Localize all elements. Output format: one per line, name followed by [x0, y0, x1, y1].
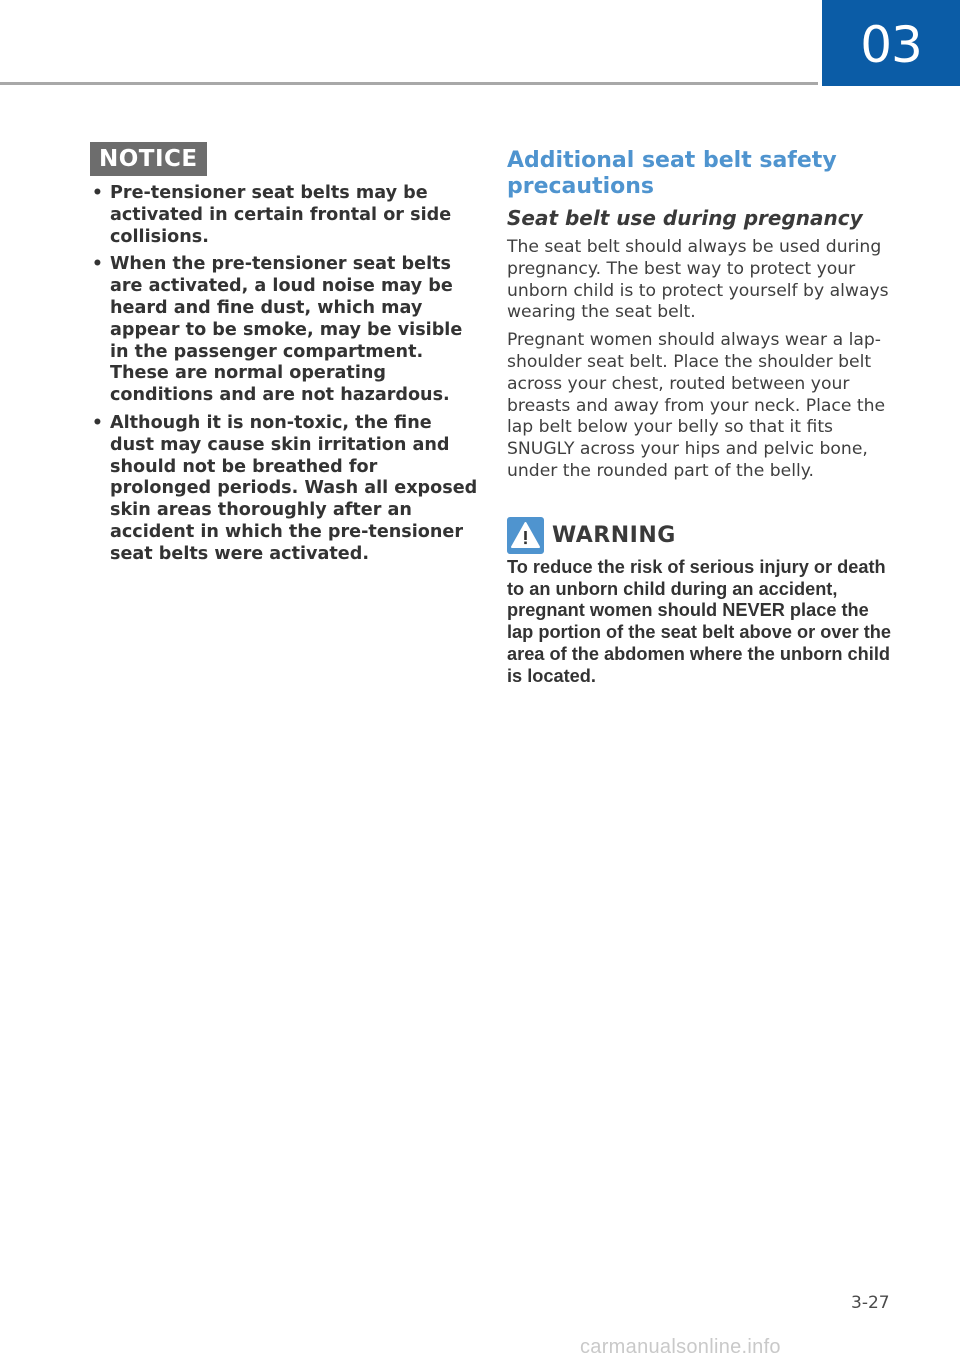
warning-label: WARNING	[552, 523, 676, 549]
notice-item-text: When the pre-tensioner seat belts are activated, a loud noise may be heard and fine dust, which may appear to be smoke, may be visible in the passenger compartment. These are normal operating conditions and are not hazardous.	[110, 254, 463, 406]
page-number: 3-27	[851, 1293, 890, 1313]
bullet-icon: •	[92, 183, 103, 203]
chapter-tab: 03	[822, 0, 960, 86]
notice-list	[90, 183, 480, 566]
list-item	[90, 254, 480, 407]
warning-header	[507, 518, 897, 554]
list-item	[90, 183, 480, 248]
header-rule	[0, 82, 818, 85]
list-item	[90, 413, 480, 566]
notice-badge: NOTICE	[90, 142, 207, 176]
subsection-title: Seat belt use during pregnancy	[507, 206, 863, 230]
bullet-icon: •	[92, 254, 103, 275]
warning-text: To reduce the risk of serious injury or death to an unborn child during an accident, pregnant women should NEVER place the lap portion of the seat belt above or over the area of the abdomen where the unborn child is located.	[507, 556, 892, 686]
bullet-icon: •	[92, 412, 103, 433]
notice-block	[90, 142, 480, 572]
watermark: carmanualsonline.info	[580, 1336, 781, 1358]
paragraph: The seat belt should always be used during pregnancy. The best way to protect your unborn child is to protect yourself by always wearing the seat belt.	[507, 237, 889, 323]
notice-item-text: Pre-tensioner seat belts may be activated in certain frontal or side collisions.	[110, 183, 452, 247]
section-title: Additional seat belt safety precautions	[507, 148, 837, 199]
pregnancy-section	[507, 148, 897, 688]
paragraph: Pregnant women should always wear a lap-shoulder seat belt. Place the shoulder belt across your chest, routed between your breasts and away from your neck. Place the lap belt below your belly so that it fits SNUGLY across your hips and pelvic bone, under the rounded part of the belly.	[507, 330, 886, 481]
warning-triangle-icon	[507, 517, 544, 554]
notice-item-text: Although it is non-toxic, the fine dust may cause skin irritation and should not be breathed for prolonged periods. Wash all exposed skin areas thoroughly after an accident in which the pre-tensioner seat belts were activated.	[110, 412, 478, 564]
